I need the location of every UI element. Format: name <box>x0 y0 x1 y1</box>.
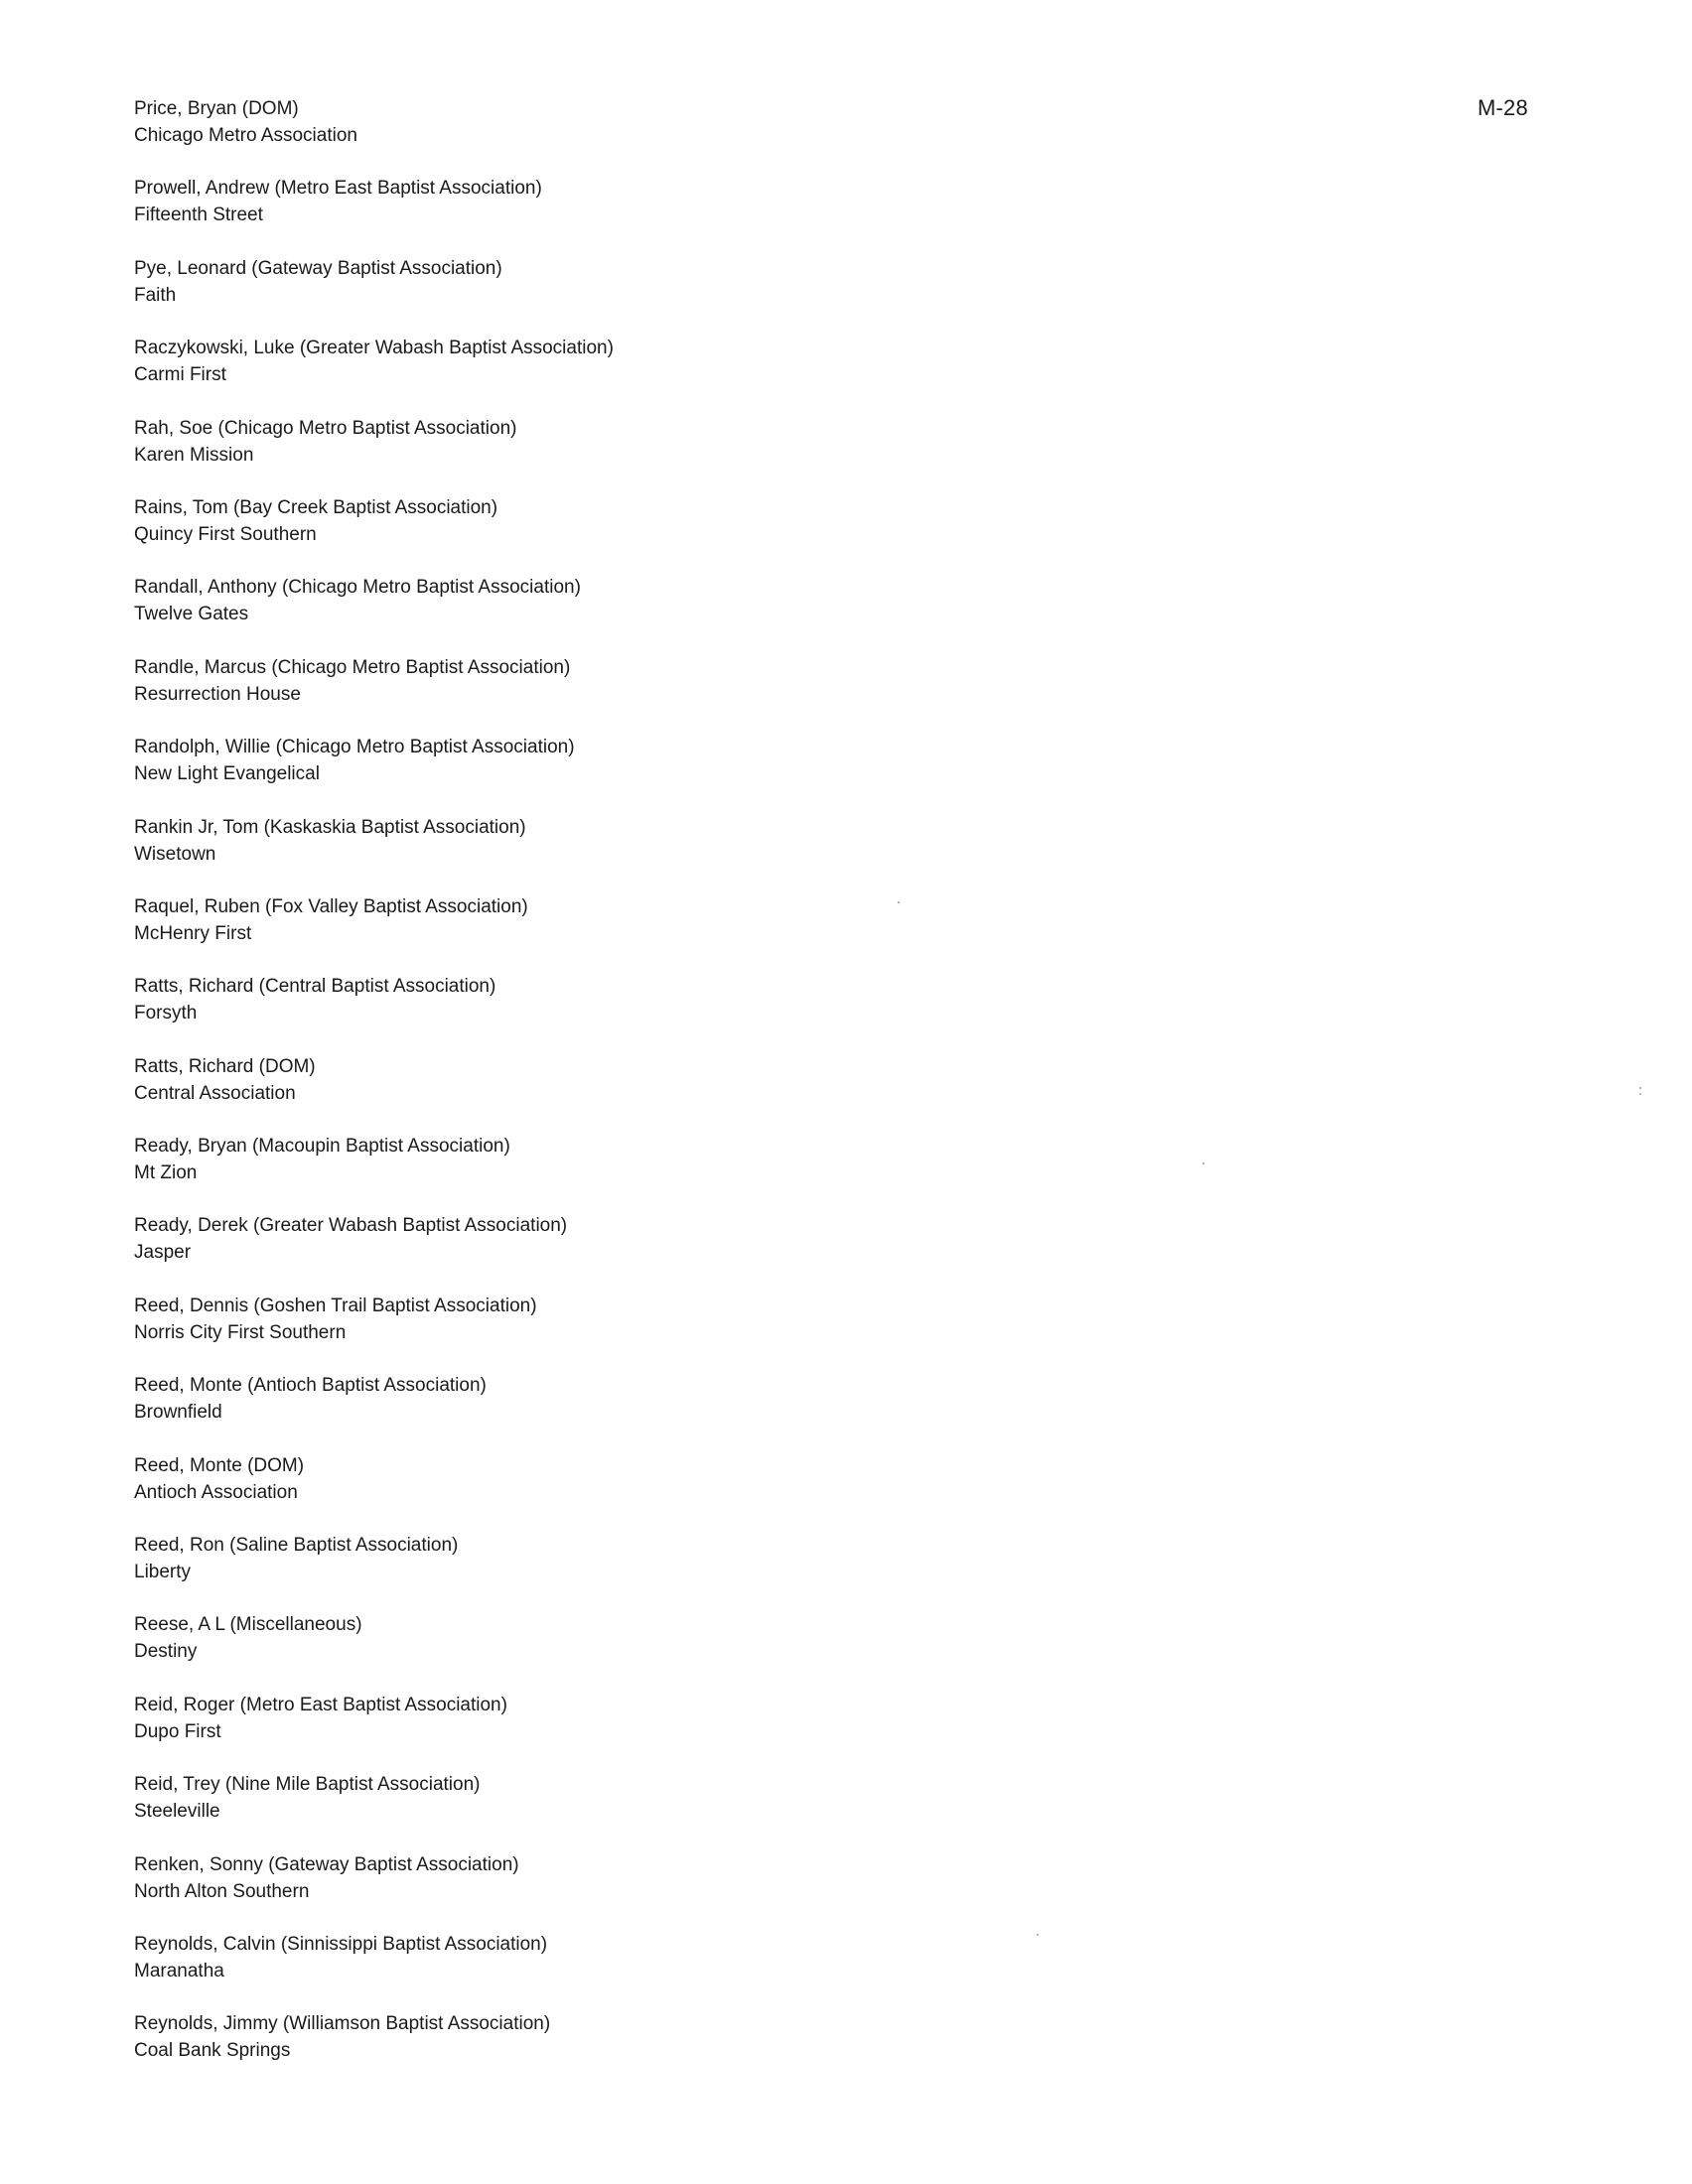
entry-church: Mt Zion <box>134 1162 198 1184</box>
directory-entry <box>134 654 1028 734</box>
entry-name: Randall, Anthony (Chicago Metro Baptist Association) <box>134 577 581 599</box>
directory-entry <box>134 973 1028 1052</box>
entry-church: Twelve Gates <box>134 604 249 625</box>
directory-entry <box>134 1452 1028 1532</box>
directory-entry <box>134 1611 1028 1691</box>
entry-name: Ready, Derek (Greater Wabash Baptist Association) <box>134 1215 568 1237</box>
directory-entry <box>134 1692 1028 1771</box>
entry-name: Renken, Sonny (Gateway Baptist Association) <box>134 1853 519 1875</box>
entry-name: Reed, Ron (Saline Baptist Association) <box>134 1535 459 1557</box>
directory-entry <box>134 1133 1028 1212</box>
scan-speck <box>1639 1087 1641 1089</box>
directory-entry <box>134 335 1028 414</box>
entry-name: Reid, Trey (Nine Mile Baptist Association) <box>134 1774 481 1796</box>
entry-name: Rah, Soe (Chicago Metro Baptist Association) <box>134 417 517 439</box>
directory-entry <box>134 893 1028 973</box>
entry-church: New Light Evangelical <box>134 763 320 785</box>
entry-church: Wisetown <box>134 843 216 865</box>
directory-entry <box>134 175 1028 254</box>
entry-name: Raquel, Ruben (Fox Valley Baptist Association) <box>134 895 528 917</box>
entry-name: Reed, Dennis (Goshen Trail Baptist Association) <box>134 1295 537 1316</box>
entry-name: Reed, Monte (Antioch Baptist Association) <box>134 1375 487 1397</box>
entry-name: Ready, Bryan (Macoupin Baptist Association) <box>134 1136 510 1158</box>
directory-entry <box>134 255 1028 335</box>
entry-church: Dupo First <box>134 1720 221 1742</box>
entry-church: Forsyth <box>134 1003 198 1024</box>
entry-name: Rankin Jr, Tom (Kaskaskia Baptist Association) <box>134 816 526 838</box>
entry-name: Randle, Marcus (Chicago Metro Baptist Association) <box>134 656 571 678</box>
entry-church: Antioch Association <box>134 1481 298 1503</box>
directory-entry <box>134 1771 1028 1850</box>
entry-church: Carmi First <box>134 364 226 386</box>
directory-entry <box>134 2010 1028 2090</box>
entry-church: Karen Mission <box>134 444 254 466</box>
entry-name: Ratts, Richard (Central Baptist Association) <box>134 976 496 998</box>
entry-church: Destiny <box>134 1641 198 1663</box>
directory-entry <box>134 415 1028 494</box>
scan-speck <box>1639 1093 1641 1095</box>
directory-entry <box>134 734 1028 813</box>
directory-entry <box>134 1053 1028 1133</box>
entry-church: Resurrection House <box>134 683 301 705</box>
entry-church: Faith <box>134 284 177 306</box>
directory-entry <box>134 1212 1028 1292</box>
scan-speck <box>898 901 900 903</box>
entry-church: Liberty <box>134 1562 192 1583</box>
entry-church: Coal Bank Springs <box>134 2040 291 2062</box>
entry-name: Raczykowski, Luke (Greater Wabash Baptist Association) <box>134 338 614 359</box>
entry-church: Steeleville <box>134 1801 220 1823</box>
page-number: M-28 <box>1478 95 1528 120</box>
scan-speck <box>1037 1934 1039 1936</box>
directory-entry <box>134 1532 1028 1611</box>
directory-entry <box>134 1931 1028 2010</box>
entry-name: Ratts, Richard (DOM) <box>134 1055 316 1077</box>
entry-name: Reed, Monte (DOM) <box>134 1454 305 1476</box>
scan-speck <box>1202 1162 1204 1164</box>
entry-church: Fifteenth Street <box>134 205 263 226</box>
directory-entry <box>134 494 1028 574</box>
entry-name: Prowell, Andrew (Metro East Baptist Association) <box>134 178 542 200</box>
directory-entry <box>134 1372 1028 1451</box>
entry-name: Reynolds, Calvin (Sinnissippi Baptist Association) <box>134 1933 548 1955</box>
entry-name: Rains, Tom (Bay Creek Baptist Association) <box>134 496 498 518</box>
directory-entry <box>134 574 1028 653</box>
entry-name: Randolph, Willie (Chicago Metro Baptist Association) <box>134 737 575 758</box>
directory-entry <box>134 95 1028 175</box>
entry-church: McHenry First <box>134 922 252 944</box>
entry-church: Jasper <box>134 1242 192 1264</box>
entry-church: Maranatha <box>134 1960 224 1981</box>
entry-name: Price, Bryan (DOM) <box>134 98 299 119</box>
entry-church: Chicago Metro Association <box>134 125 357 146</box>
directory-entry <box>134 1851 1028 1931</box>
directory-entry <box>134 814 1028 893</box>
entry-church: Brownfield <box>134 1402 222 1424</box>
entry-name: Reese, A L (Miscellaneous) <box>134 1614 362 1636</box>
entry-church: Quincy First Southern <box>134 523 317 545</box>
directory-entry <box>134 1293 1028 1372</box>
directory-list <box>134 95 1028 2091</box>
entry-church: Central Association <box>134 1082 296 1104</box>
entry-name: Reid, Roger (Metro East Baptist Association) <box>134 1694 507 1715</box>
entry-church: North Alton Southern <box>134 1880 310 1902</box>
entry-church: Norris City First Southern <box>134 1321 347 1343</box>
entry-name: Pye, Leonard (Gateway Baptist Association) <box>134 257 502 279</box>
entry-name: Reynolds, Jimmy (Williamson Baptist Association) <box>134 2013 551 2035</box>
